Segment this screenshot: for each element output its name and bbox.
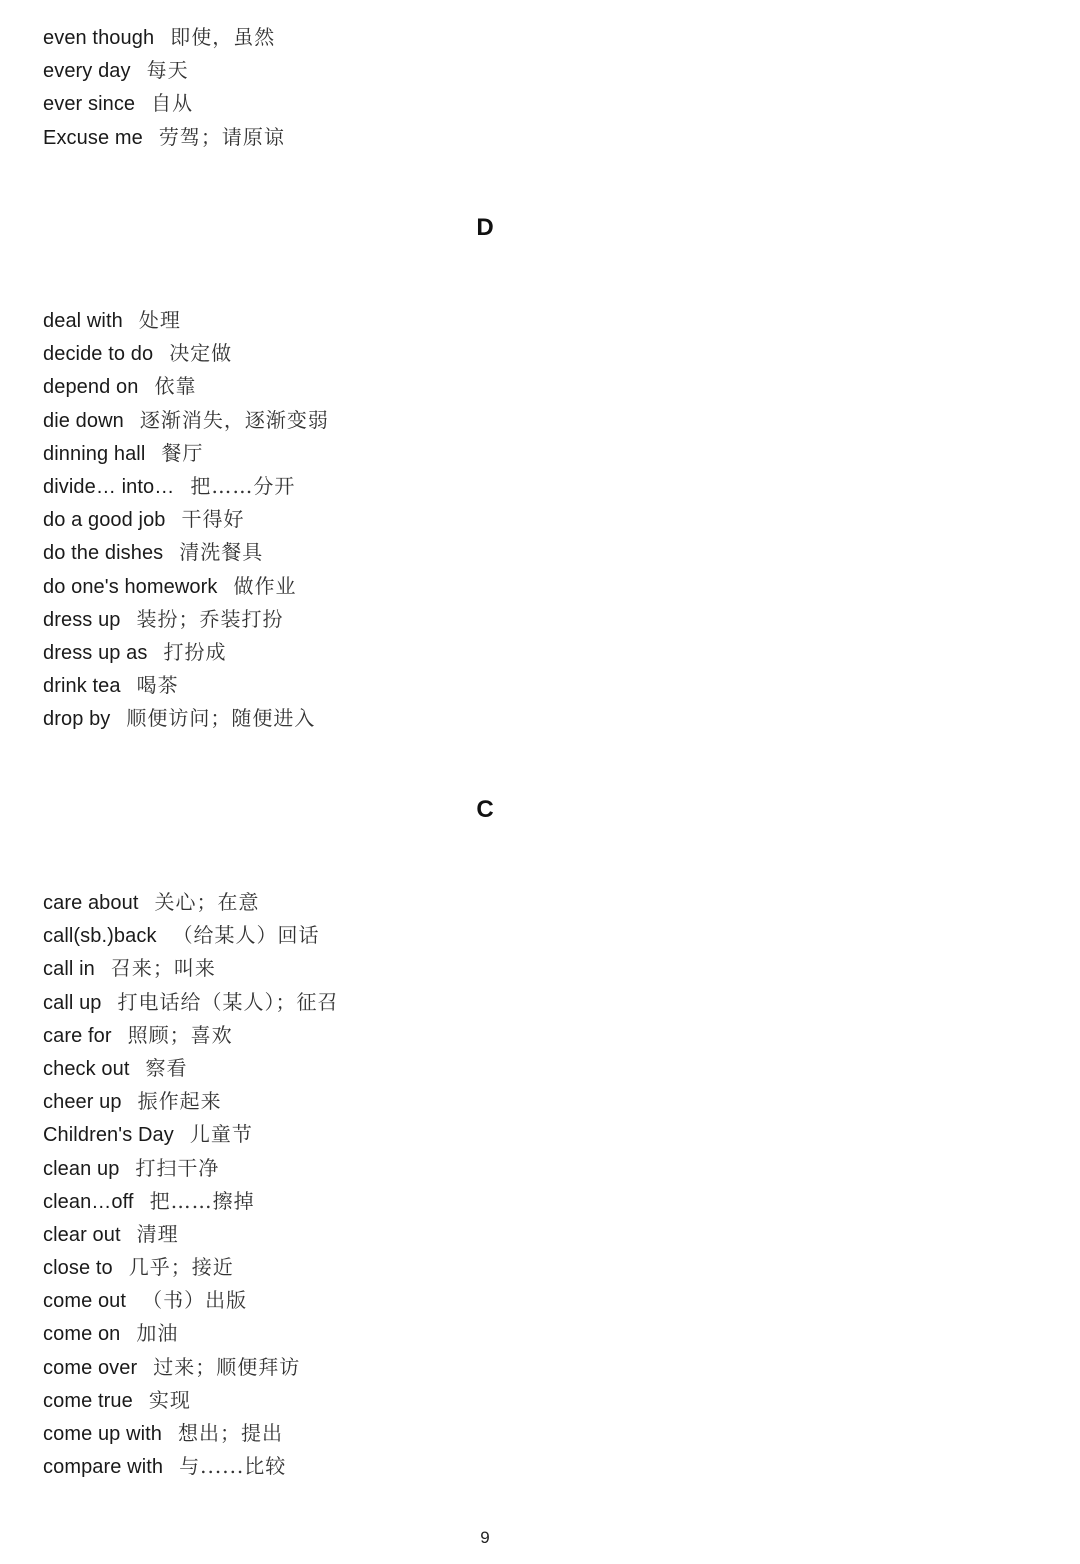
entry-chinese-meaning: 几乎；接近 [128, 1255, 234, 1280]
entry-english-phrase: dress up [43, 608, 121, 631]
vocab-entry [43, 1118, 339, 1151]
entry-chinese-meaning: 清洗餐具 [179, 540, 264, 565]
entry-english-phrase: die down [43, 409, 124, 432]
entry-chinese-meaning: 想出；提出 [178, 1421, 284, 1445]
entry-english-phrase: ever since [43, 93, 136, 116]
vocab-entry [43, 1251, 339, 1284]
entry-chinese-meaning: 决定做 [169, 341, 233, 366]
vocab-entry [43, 121, 285, 154]
vocab-entry [43, 1284, 339, 1317]
entry-chinese-meaning: 打扮成 [163, 639, 227, 664]
entry-chinese-meaning: 装扮；乔装打扮 [136, 606, 284, 631]
entry-chinese-meaning: 即使，虽然 [170, 25, 276, 49]
vocab-entry [43, 669, 329, 702]
vocab-entry [43, 1450, 339, 1483]
entry-chinese-meaning: 察看 [145, 1055, 188, 1080]
entry-english-phrase: dress up as [43, 641, 148, 664]
entry-english-phrase: care for [43, 1024, 112, 1047]
entry-chinese-meaning: 振作起来 [137, 1089, 222, 1114]
vocab-entry [43, 437, 329, 470]
entry-chinese-meaning: 把……擦掉 [149, 1188, 255, 1213]
entry-chinese-meaning: 逐渐消失，逐渐变弱 [139, 407, 329, 432]
entry-chinese-meaning: 加油 [136, 1321, 179, 1346]
entry-chinese-meaning: 餐厅 [161, 440, 204, 465]
entry-chinese-meaning: 召来；叫来 [110, 956, 216, 981]
vocab-entry [43, 1417, 339, 1450]
vocab-entry [43, 304, 329, 337]
entry-english-phrase: drop by [43, 708, 111, 731]
section-heading-c: C [476, 796, 494, 823]
entry-english-phrase: drink tea [43, 675, 121, 698]
vocab-entry [43, 1085, 339, 1118]
vocab-entry [43, 1019, 339, 1052]
vocab-entry [43, 54, 285, 87]
entry-chinese-meaning: 过来；顺便拜访 [153, 1354, 301, 1379]
vocab-entry [43, 886, 339, 919]
entry-english-phrase: do one's homework [43, 575, 218, 598]
entry-english-phrase: decide to do [43, 343, 154, 366]
entry-english-phrase: check out [43, 1057, 130, 1080]
entry-chinese-meaning: 做作业 [233, 573, 297, 598]
entry-english-phrase: clean up [43, 1157, 120, 1180]
entry-english-phrase: come on [43, 1323, 121, 1346]
entry-english-phrase: call in [43, 958, 95, 981]
vocab-entry [43, 87, 285, 120]
vocab-entry [43, 952, 339, 985]
entry-english-phrase: Excuse me [43, 126, 143, 149]
vocab-entry [43, 370, 329, 403]
entry-english-phrase: come out [43, 1290, 127, 1313]
vocab-entry [43, 1351, 339, 1384]
entry-english-phrase: cheer up [43, 1091, 122, 1114]
entry-chinese-meaning: 打扫干净 [135, 1155, 220, 1180]
entry-chinese-meaning: 顺便访问；随便进入 [126, 706, 316, 731]
entry-list-top [43, 21, 285, 154]
entry-list-c [43, 886, 339, 1483]
entry-chinese-meaning: 处理 [138, 308, 181, 332]
entry-chinese-meaning: 与......比较 [179, 1454, 287, 1479]
entry-english-phrase: clean…off [43, 1190, 134, 1213]
entry-chinese-meaning: 依靠 [154, 374, 197, 399]
entry-english-phrase: dinning hall [43, 442, 146, 465]
entry-english-phrase: clear out [43, 1223, 121, 1246]
vocab-entry [43, 986, 339, 1019]
entry-chinese-meaning: 把……分开 [190, 473, 296, 498]
entry-english-phrase: call up [43, 991, 102, 1014]
vocab-entry [43, 21, 285, 54]
entry-english-phrase: come up with [43, 1423, 163, 1445]
vocab-entry [43, 404, 329, 437]
entry-chinese-meaning: （给某人）回话 [172, 923, 320, 948]
entry-chinese-meaning: 喝茶 [136, 673, 179, 698]
entry-english-phrase: close to [43, 1257, 113, 1280]
entry-chinese-meaning: 自从 [151, 91, 194, 116]
entry-english-phrase: do a good job [43, 509, 166, 532]
vocab-entry [43, 636, 329, 669]
vocab-entry [43, 570, 329, 603]
entry-english-phrase: compare with [43, 1456, 164, 1479]
vocab-entry [43, 702, 329, 735]
entry-chinese-meaning: 打电话给（某人）；征召 [117, 989, 339, 1014]
vocab-entry [43, 503, 329, 536]
vocab-entry [43, 1052, 339, 1085]
entry-english-phrase: even though [43, 27, 155, 49]
entry-english-phrase: divide… into… [43, 475, 175, 498]
entry-english-phrase: depend on [43, 376, 139, 399]
entry-chinese-meaning: （书）出版 [142, 1288, 248, 1313]
entry-english-phrase: come true [43, 1389, 133, 1412]
section-heading-d: D [476, 214, 494, 241]
entry-chinese-meaning: 关心；在意 [154, 890, 260, 914]
entry-english-phrase: care about [43, 892, 139, 914]
vocab-entry [43, 1384, 339, 1417]
vocab-entry [43, 919, 339, 952]
entry-chinese-meaning: 儿童节 [189, 1122, 253, 1147]
vocab-entry [43, 1317, 339, 1350]
entry-chinese-meaning: 劳驾；请原谅 [158, 124, 285, 149]
entry-chinese-meaning: 照顾；喜欢 [127, 1022, 233, 1047]
vocab-entry [43, 470, 329, 503]
entry-english-phrase: Children's Day [43, 1124, 174, 1147]
vocab-entry [43, 337, 329, 370]
page-number: 9 [480, 1528, 490, 1547]
entry-chinese-meaning: 每天 [146, 58, 189, 83]
entry-list-d [43, 304, 329, 735]
entry-english-phrase: come over [43, 1356, 138, 1379]
vocab-entry [43, 1152, 339, 1185]
vocab-entry [43, 1185, 339, 1218]
vocab-entry [43, 603, 329, 636]
entry-chinese-meaning: 干得好 [181, 507, 245, 532]
entry-english-phrase: deal with [43, 310, 123, 332]
entry-chinese-meaning: 实现 [148, 1387, 191, 1412]
entry-english-phrase: call(sb.)back [43, 925, 157, 948]
vocab-entry [43, 536, 329, 569]
vocab-entry [43, 1218, 339, 1251]
entry-english-phrase: do the dishes [43, 542, 164, 565]
entry-english-phrase: every day [43, 60, 131, 83]
entry-chinese-meaning: 清理 [136, 1221, 179, 1246]
